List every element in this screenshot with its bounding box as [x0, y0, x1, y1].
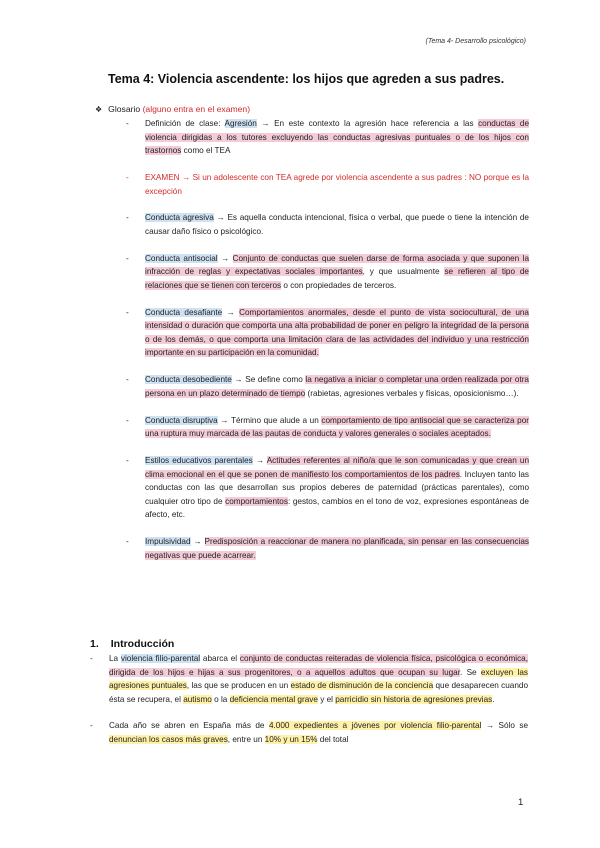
definition-text: . Incluyen tanto las conductas con las que desarrollan sus propios deberes de paternidad (prácticas parentales), como cualquier otro tipo de: [145, 469, 529, 506]
text: .: [492, 694, 495, 704]
definition-tail: como el TEA: [181, 146, 231, 156]
glossary-item-conducta-antisocial: [126, 252, 529, 293]
document-title: Tema 4: Violencia ascendente: los hijos que agreden a sus padres.: [108, 72, 505, 86]
section-title: Introducción: [110, 638, 175, 650]
arrow: →: [213, 213, 228, 223]
definition-text: Es aquella conducta intencional, física o verbal, que puede o tiene la intención de causar daño físico o psicológico.: [145, 213, 529, 236]
highlight-key: 10% y un 15%: [264, 734, 318, 744]
definition-tail: o con propiedades de terceros.: [281, 280, 397, 290]
intro-paragraph-1: [90, 652, 528, 706]
glossary-term: Conducta desafiante: [145, 307, 223, 317]
glossary-item-conducta-agresiva: [126, 211, 529, 238]
page-number: 1: [518, 797, 524, 808]
glossary-item-agresion: [126, 117, 529, 158]
glossary-item-conducta-desafiante: [126, 306, 529, 360]
highlight-key: denuncian los casos más graves: [109, 734, 228, 744]
arrow: →: [231, 375, 246, 385]
diamond-bullet-icon: ❖: [95, 105, 103, 114]
text: Cada año se abren en España más de: [109, 721, 269, 731]
highlight-definition: conjunto de conductas reiteradas de violencia física, psicológica o económica, dirigida de los hijos e hijas a sus progenitores, o a aquellos adultos que ocupan su lugar: [109, 654, 529, 677]
glossary-term: Agresión: [224, 119, 257, 128]
definition-tail: : gestos, cambios en el tono de voz, expresiones espontáneas de afecto, etc.: [145, 496, 529, 520]
definition-text: , y que usualmente: [362, 267, 445, 277]
text: abarca el: [200, 654, 240, 663]
highlight-key: excluyen las agresiones puntuales: [109, 667, 528, 691]
definition-highlight: conductas de violencia dirigidas a los tutores excluyendo las conductas agresivas puntuales o de los hijos con trastornos: [145, 119, 530, 156]
text: y el: [317, 694, 336, 704]
glossary-item-conducta-disruptiva: [126, 414, 529, 441]
text: → Sólo se: [481, 721, 529, 731]
definition-highlight-2: se refieren al tipo de relaciones que se tienen con terceros: [145, 267, 529, 290]
definition-tail: (rabietas, agresiones verbales y físicas, oposicionismo…).: [305, 388, 519, 398]
definition-text: Término que alude a un: [230, 415, 322, 425]
arrow: →: [256, 119, 275, 128]
text: del total: [317, 734, 349, 744]
definition-text: En este contexto la agresión hace referencia a las: [274, 119, 479, 128]
definition-highlight: la negativa a iniciar o completar una orden realizada por otra persona en un plazo determinado de tiempo: [145, 375, 529, 398]
highlight-key: estado de disminución de la conciencia: [290, 681, 434, 691]
glossary-item-estilos-educativos: [126, 454, 529, 522]
running-header: (Tema 4- Desarrollo psicológico): [425, 38, 526, 45]
arrow: →: [217, 415, 231, 425]
glossary-term: Conducta agresiva: [145, 213, 214, 223]
glossary-term: Conducta desobediente: [145, 375, 232, 385]
text: , las que se producen en un: [186, 681, 291, 691]
arrow: →: [252, 456, 267, 465]
glossary-term: Impulsividad: [145, 537, 191, 547]
definition-highlight: comportamiento de tipo antisocial que se caracteriza por una ruptura muy marcada de las pautas de conducta y valores generales o sociales aceptados.: [145, 415, 529, 439]
section-number: 1.: [90, 638, 99, 650]
highlight-key: autismo: [183, 694, 212, 704]
highlight-key: parricidio sin historia de agresiones previas: [335, 694, 493, 704]
highlight-key: deficiencia mental grave: [229, 694, 318, 704]
text: . Se: [460, 667, 481, 677]
exam-note-text: EXAMEN → Si un adolescente con TEA agrede por violencia ascendente a sus padres : NO porque es la excepción: [145, 172, 529, 196]
highlight-term: violencia filio-parental: [120, 654, 201, 663]
glossary-list: [126, 117, 529, 576]
text: o la: [211, 694, 230, 704]
arrow: →: [222, 307, 240, 317]
intro-paragraph-2: [90, 719, 528, 746]
text: La: [109, 654, 121, 663]
item-prefix: Definición de clase:: [145, 119, 225, 128]
glossary-note: (alguno entra en el examen): [142, 104, 251, 114]
arrow: →: [190, 537, 205, 547]
definition-highlight-2: comportamientos: [225, 496, 288, 506]
intro-list: [90, 652, 528, 760]
glossary-heading: [95, 104, 250, 114]
glossary-label: Glosario: [108, 104, 141, 114]
arrow: →: [217, 253, 233, 263]
definition-highlight: Conjunto de conductas que suelen darse de forma asociada y que suponen la infracción de reglas y expectativas sociales importantes: [145, 253, 529, 277]
definition-highlight: Predisposición a reaccionar de manera no planificada, sin pensar en las consecuencias negativas que puede acarrear.: [145, 537, 529, 560]
glossary-term: Estilos educativos parentales: [145, 456, 253, 465]
glossary-item-conducta-desobediente: [126, 373, 529, 400]
definition-highlight: Actitudes referentes al niño/a que le son comunicadas y que crean un clima emocional en el que se ponen de manifiesto los comportamientos de los padres: [145, 456, 529, 479]
glossary-item-exam-note: [126, 171, 529, 198]
text: , entre un: [227, 734, 265, 744]
glossary-term: Conducta antisocial: [145, 253, 218, 263]
section-heading: [90, 638, 174, 650]
text: que desaparecen cuando ésta se recupera, el: [109, 681, 528, 704]
highlight-key: 4.000 expedientes a jóvenes por violencia filio-parental: [268, 721, 482, 731]
definition-highlight: Comportamientos anormales, desde el punto de vista sociocultural, de una intensidad o duración que comporta una alta probabilidad de poner en peligro la integridad de la persona o de los demás, o que comporta una limitación clara de las actividades del individuo y una restricción importante en su participación en la comunidad.: [145, 307, 529, 358]
glossary-term: Conducta disruptiva: [145, 415, 218, 425]
definition-text: Se define como: [245, 375, 306, 385]
glossary-item-impulsividad: [126, 535, 529, 562]
